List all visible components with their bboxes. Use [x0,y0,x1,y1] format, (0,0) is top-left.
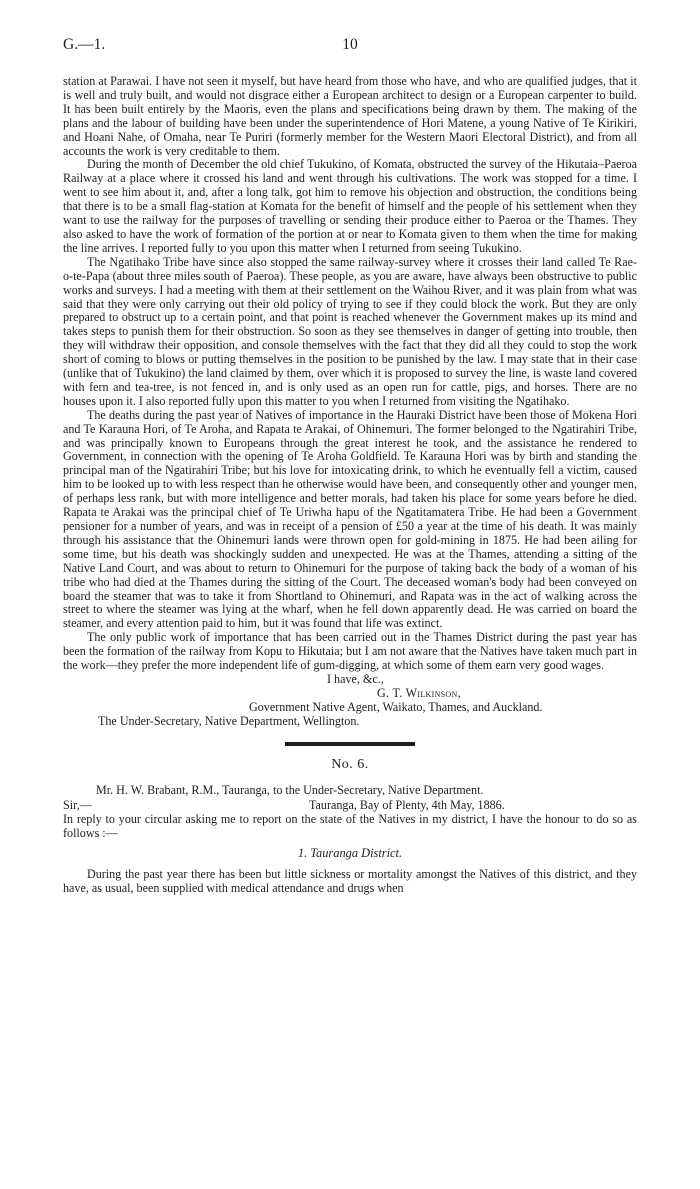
salutation: Sir,— [63,798,92,812]
paragraph-tukukino: During the month of December the old chief Tukukino, of Komata, obstructed the survey of the Hikutaia–Paeroa Railway at a place where it crossed his land and went through his cultivations. The work was stopped for a time. I went to see him about it, and, after a long talk, got him to remove his objection and obstruction, the conditions being that there is to be a small flag-station at Komata for the benefit of himself and the people of his settlement when they want to use the railway for the purposes of travelling or sending their produce either to Paeroa or the Thames. They also asked to have the work of formation of the portion at or near to Komata given to them when the time for making the line arrives. I reported fully to you upon this matter when I returned from seeing Tukukino. [63,157,637,255]
letter-intro: In reply to your circular asking me to report on the state of the Natives in my district, I have the honour to do so as follows :— [63,812,637,840]
section-title-text: 1. Tauranga District. [297,845,403,860]
paragraph-parawai-station: station at Parawai. I have not seen it myself, but have heard from those who have, and who are qualified judges, that it is well and truly built, and would not disgrace either a European architect to design or a European carpenter to build. It has been built entirely by the Maoris, even the plans and specifications being drawn by them. The making of the plans and the labour of building have been under the superintendence of Hori Matene, a young Native of Te Kirikiri, and Hoani Nahe, of Omaha, near Te Puriri (formerly member for the Western Maori Electoral District), and from all accounts the work is very creditable to them. [63,74,637,158]
page-header [63,36,637,56]
paragraph-ngatihako: The Ngatihako Tribe have since also stopped the same railway-survey where it crosses their land called Te Rae-o-te-Papa (about three miles south of Paeroa). These people, as you are aware, have always been obstructive to public works and surveys. I had a meeting with them at their settlement on the Waihou River, and it was plain from what was said that they were only carrying out their old policy of trying to see if they could block the work. But they are only prepared to obstruct up to a certain point, and that point is reached whenever the Government makes up its mind and takes steps to punish them for their obstruction. So soon as they see themselves in danger of getting into trouble, then they will withdraw their opposition, and console themselves with the fact that they did all they could to stop the work short of coming to blows or putting themselves in the position to be punished by the law. I may state that in their case (unlike that of Tukukino) the land claimed by them, over which it is proposed to survey the line, is waste land covered with fern and tea-tree, is not fenced in, and is only used as an open run for cattle, pigs, and horses. There are no houses upon it. I also reported fully upon this matter to you when I returned from visiting the Ngatihako. [63,254,637,408]
letter-number: No. 6. [331,756,369,772]
signature-title: Government Native Agent, Waikato, Thames, and Auckland. [249,699,543,714]
document-reference: G.—1. [63,36,106,53]
salutation-line [63,798,637,813]
section-title [63,847,637,861]
page-number: 10 [342,36,358,53]
signature-closing: I have, &c., [327,671,384,686]
document-body [63,75,637,896]
paragraph-tauranga: During the past year there has been but little sickness or mortality amongst the Natives of this district, and they have, as usual, been supplied with medical attendance and drugs when [63,866,637,895]
addressee: The Under-Secretary, Native Department, Wellington. [98,713,360,728]
place-and-date: Tauranga, Bay of Plenty, 4th May, 1886. [309,798,505,812]
paragraph-deaths: The deaths during the past year of Natives of importance in the Hauraki District have been those of Mokena Hori and Te Karauna Hori, of Te Aroha, and Rapata te Arakai, of Ohinemuri. The former belonged to the Ngatirahiri Tribe, and was principally known to Europeans through the great interest he took, and the assistance he rendered to Government, in connection with the opening of Te Aroha Goldfield. Te Karauna Hori was by birth and standing the principal man of the Ngatirahiri Tribe; but his love for intoxicating drink, to which he eventually fell a victim, caused him to be looked up to with less respect than he otherwise would have been, and consequently other and younger men, of perhaps less rank, but with more intelligence and better morals, had taken his place for some years before he died. Rapata te Arakai was the principal chief of Te Uriwha hapu of the Ngatitamatera Tribe. He had been a Government pensioner for a number of years, and was in receipt of a pension of £50 a year at the time of his death. It was mainly through his assistance that the Ohinemuri lands were thrown open for gold-mining in 1875. He had been ailing for some time, but his death was shockingly sudden and unexpected. He was at the Thames, attending a sitting of the Native Land Court, and was about to return to Ohinemuri for the purpose of taking back the body of a woman of his tribe who had died at the Thames during the sitting of the Court. The deceased woman's body had been conveyed on board the steamer that was to take it from Shortland to Ohinemuri, and Rapata was in the act of walking across the street to where the steamer was lying at the wharf, when he fell down apparently dead. He was carried on board the steamer, and every attention paid to him, but it was found that life was extinct. [63,407,637,631]
section-divider-rule [285,742,415,746]
signature-name: G. T. Wilkinson, [377,685,461,700]
letter-heading: Mr. H. W. Brabant, R.M., Tauranga, to the Under-Secretary, Native Department. [96,782,484,797]
paragraph-public-works: The only public work of importance that has been carried out in the Thames District during the past year has been the formation of the railway from Kopu to Hikutaia; but I am not aware that the Natives have taken much part in the work—they prefer the more independent life of gum-digging, at which some of them earn very good wages. [63,630,637,673]
